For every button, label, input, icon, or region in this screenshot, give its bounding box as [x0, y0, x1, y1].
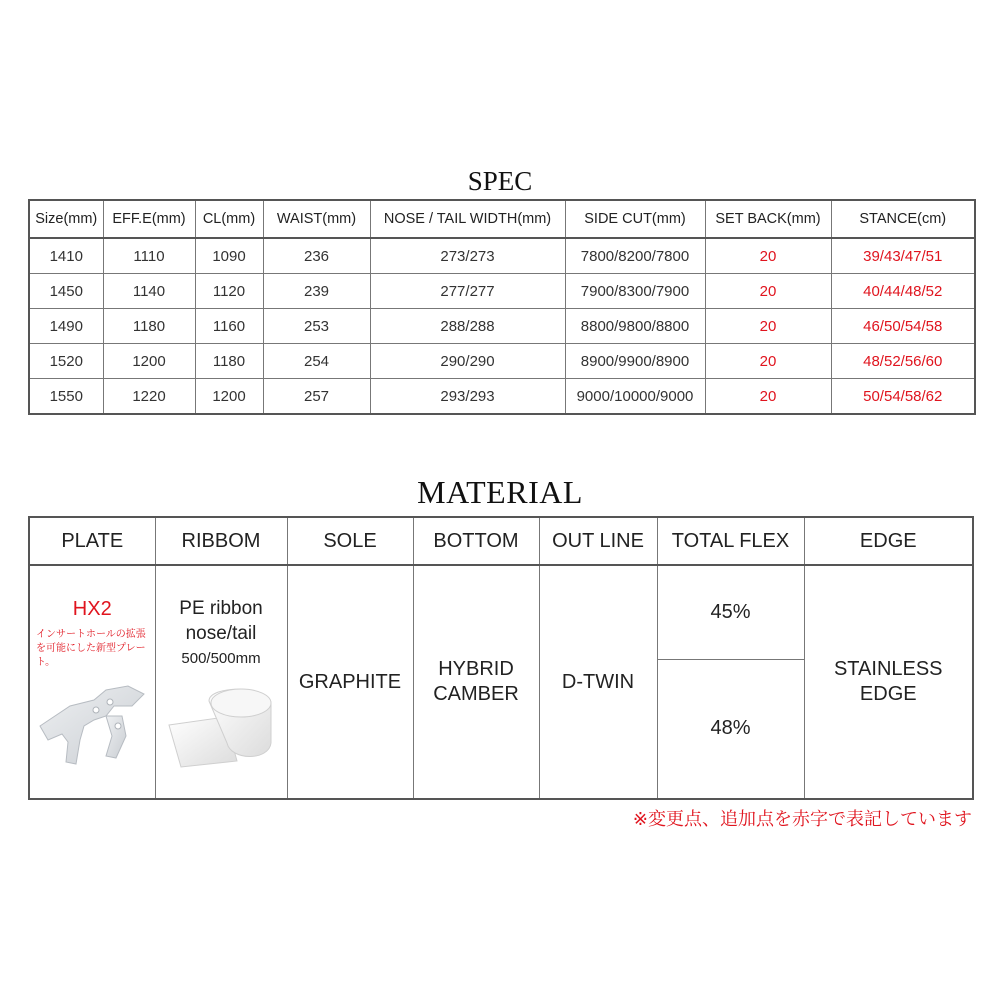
- spec-header-waist: WAIST(mm): [263, 200, 370, 238]
- plate-image: [36, 676, 148, 772]
- spec-cell-nose-tail: 290/290: [370, 344, 565, 379]
- spec-header-nose-tail: NOSE / TAIL WIDTH(mm): [370, 200, 565, 238]
- material-header-ribbom: RIBBOM: [155, 517, 287, 565]
- material-header-bottom: BOTTOM: [413, 517, 539, 565]
- material-title: MATERIAL: [417, 474, 583, 510]
- spec-cell-cl: 1120: [195, 274, 263, 309]
- material-header-outline: OUT LINE: [539, 517, 657, 565]
- spec-row: [29, 274, 975, 309]
- spec-cell-set-back: 20: [705, 344, 831, 379]
- spec-cell-stance: 50/54/58/62: [831, 379, 975, 415]
- flex-top-cell: 45%: [657, 565, 804, 659]
- change-note: ※変更点、追加点を赤字で表記しています: [632, 809, 972, 829]
- plate-note: インサートホールの拡張を可能にした新型プレート。: [36, 629, 146, 668]
- edge-line-1: STAINLESS: [833, 658, 943, 680]
- ribbon-line-2: nose/tail: [185, 623, 257, 644]
- sole-cell: GRAPHITE: [287, 565, 413, 799]
- spec-cell-effe: 1180: [103, 309, 195, 344]
- spec-cell-side-cut: 7800/8200/7800: [565, 238, 705, 274]
- spec-cell-effe: 1140: [103, 274, 195, 309]
- spec-cell-cl: 1200: [195, 379, 263, 415]
- spec-cell-side-cut: 8900/9900/8900: [565, 344, 705, 379]
- spec-title: SPEC: [467, 166, 533, 196]
- spec-cell-set-back: 20: [705, 309, 831, 344]
- spec-header-stance: STANCE(cm): [831, 200, 975, 238]
- material-row: [29, 565, 973, 659]
- spec-cell-cl: 1180: [195, 344, 263, 379]
- spec-cell-effe: 1110: [103, 238, 195, 274]
- material-header-total-flex: TOTAL FLEX: [657, 517, 804, 565]
- spec-cell-side-cut: 9000/10000/9000: [565, 379, 705, 415]
- spec-cell-set-back: 20: [705, 274, 831, 309]
- bottom-line-1: HYBRID: [438, 658, 514, 680]
- ribbon-roll-image: [165, 681, 277, 769]
- spec-cell-size: 1520: [29, 344, 103, 379]
- spec-cell-nose-tail: 288/288: [370, 309, 565, 344]
- spec-cell-stance: 48/52/56/60: [831, 344, 975, 379]
- material-table: [28, 516, 974, 800]
- spec-cell-size: 1410: [29, 238, 103, 274]
- spec-cell-stance: 46/50/54/58: [831, 309, 975, 344]
- spec-header-size: Size(mm): [29, 200, 103, 238]
- edge-line-2: EDGE: [859, 683, 917, 705]
- spec-header-side-cut: SIDE CUT(mm): [565, 200, 705, 238]
- spec-cell-cl: 1090: [195, 238, 263, 274]
- spec-cell-waist: 257: [263, 379, 370, 415]
- spec-cell-side-cut: 7900/8300/7900: [565, 274, 705, 309]
- ribbon-line-1: PE ribbon: [179, 598, 263, 619]
- spec-cell-stance: 40/44/48/52: [831, 274, 975, 309]
- spec-cell-set-back: 20: [705, 238, 831, 274]
- spec-header-effe: EFF.E(mm): [103, 200, 195, 238]
- outline-cell: D-TWIN: [539, 565, 657, 799]
- spec-cell-cl: 1160: [195, 309, 263, 344]
- spec-cell-effe: 1200: [103, 344, 195, 379]
- material-header-row: [29, 517, 973, 565]
- bottom-cell: [413, 565, 539, 799]
- spec-cell-effe: 1220: [103, 379, 195, 415]
- spec-cell-set-back: 20: [705, 379, 831, 415]
- ribbon-line-3: 500/500mm: [181, 650, 261, 667]
- spec-row: [29, 238, 975, 274]
- spec-header-cl: CL(mm): [195, 200, 263, 238]
- spec-cell-waist: 239: [263, 274, 370, 309]
- spec-cell-nose-tail: 277/277: [370, 274, 565, 309]
- spec-cell-waist: 253: [263, 309, 370, 344]
- flex-bottom-cell: 48%: [657, 659, 804, 799]
- spec-cell-stance: 39/43/47/51: [831, 238, 975, 274]
- spec-header-set-back: SET BACK(mm): [705, 200, 831, 238]
- spec-cell-size: 1550: [29, 379, 103, 415]
- spec-row: [29, 344, 975, 379]
- ribbon-cell: [155, 565, 287, 799]
- edge-cell: [804, 565, 973, 799]
- spec-cell-size: 1450: [29, 274, 103, 309]
- spec-cell-side-cut: 8800/9800/8800: [565, 309, 705, 344]
- plate-name: HX2: [72, 598, 112, 620]
- spec-table: [28, 199, 976, 415]
- material-header-edge: EDGE: [804, 517, 973, 565]
- spec-cell-nose-tail: 293/293: [370, 379, 565, 415]
- spec-row: [29, 379, 975, 415]
- material-header-sole: SOLE: [287, 517, 413, 565]
- spec-cell-nose-tail: 273/273: [370, 238, 565, 274]
- material-header-plate: PLATE: [29, 517, 155, 565]
- spec-header-row: [29, 200, 975, 238]
- plate-cell: [29, 565, 155, 799]
- spec-cell-waist: 236: [263, 238, 370, 274]
- bottom-line-2: CAMBER: [433, 683, 519, 705]
- spec-cell-waist: 254: [263, 344, 370, 379]
- spec-cell-size: 1490: [29, 309, 103, 344]
- spec-row: [29, 309, 975, 344]
